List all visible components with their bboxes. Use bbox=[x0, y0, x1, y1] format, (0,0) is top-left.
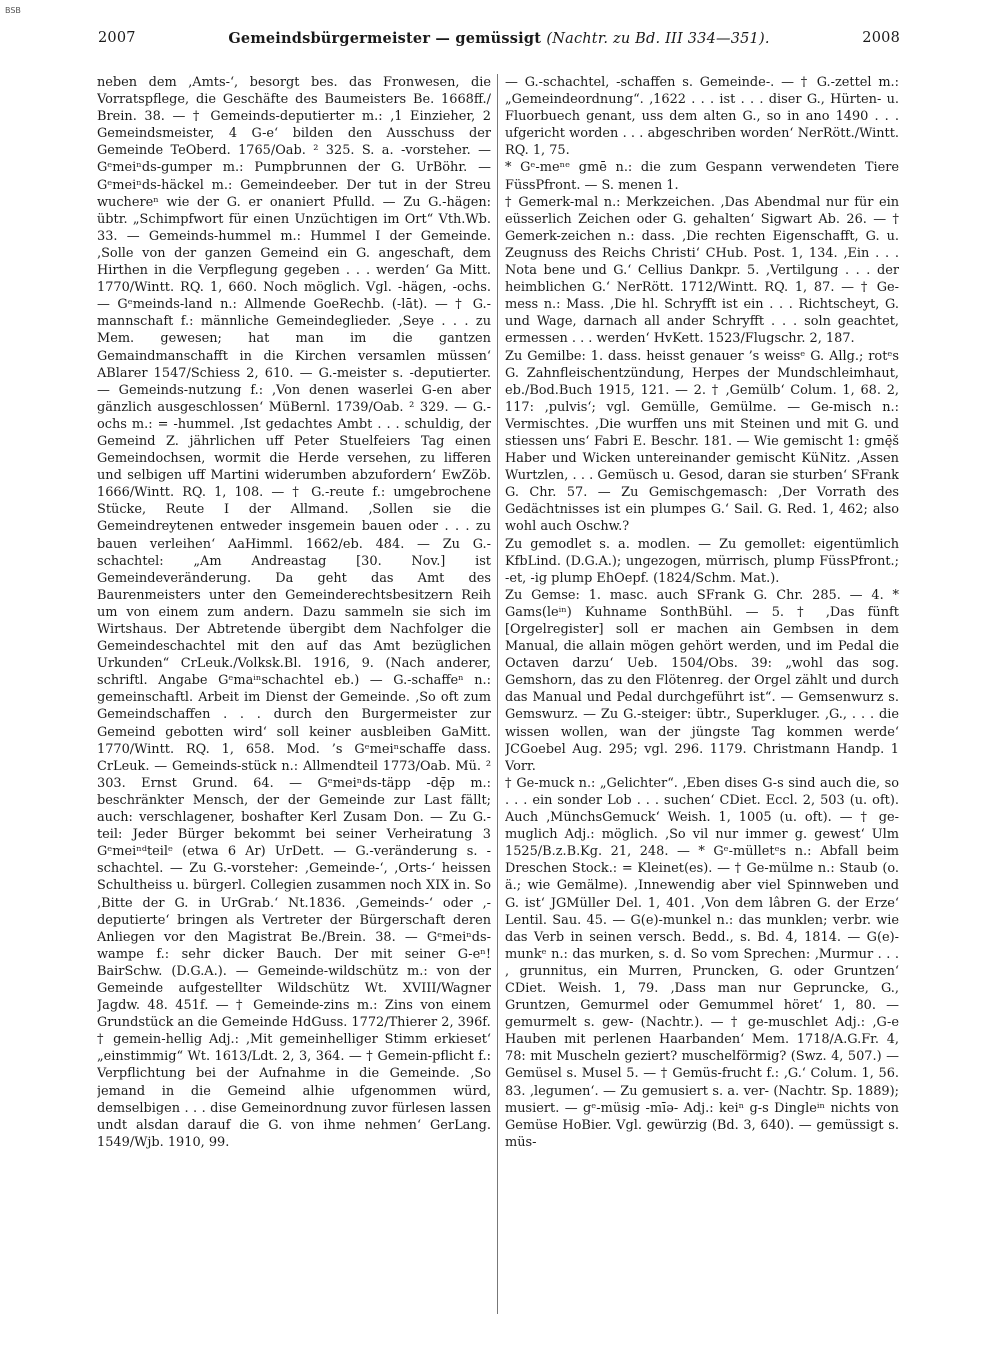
right-paragraph: Zu Gemse: 1. masc. auch SFrank G. Chr. 285. — 4. * Gams(leⁱⁿ) Kuhname SonthBühl. — 5. † ‚Das fünft [Orgelregister] soll er machen ain Gembsen in dem Manual, die allain mögen gehört werden, und im Pedal die Octaven darzu‘ Ueb. 1504/Obs. 39: „wohl das sog. Gemshorn, das zu den Flötenreg. der Orgel zählt und durch das Manual und Pedal durchgeführt ist“. — Gemsenwurz s. Gemswurz. — Zu G.-steiger: übtr., Superkluger. ‚G., . . . die wissen wollen, wan der jüngste Tag kommen werde‘ JCGoebel Aug. 295; vgl. 296. 1179. Christmann Handp. 1 Vorr. bbox=[505, 587, 899, 774]
right-paragraph: † Gemerk-mal n.: Merkzeichen. ‚Das Abendmal nur für ein eüsserlich Zeichen oder G. gehalten‘ Sigwart Ab. 26. — † Gemerk-zeichen n.: dass. ‚Die rechten Eigenschafft, G. u. Zeugnuss des Reichs Christi‘ CHub. Post. 1, 134. ‚Ein . . . Nota bene und G.‘ Cellius Dankpr. 5. ‚Vertilgung . . . der heimblichen G.‘ NerRött. 1712/Wintt. RQ. 1, 87. — † Ge-mess n.: Mass. ‚Die hl. Schryfft ist ein . . . Richtscheyt, G. und Wage, darnach all ander Schryfft . . . soln geachtet, ermessen . . . werden‘ HvKett. 1523/Flugschr. 2, 187. bbox=[505, 194, 899, 347]
right-paragraph: Zu Gemilbe: 1. dass. heisst genauer ’s weissᵉ G. Allg.; rotᵉs G. Zahnfleischentzündung, Herpes der Mundschleimhaut, eb./Bod.Buch 1915, 121. — 2. † ‚Gemülb‘ Colum. 1, 68. 2, 117: ‚pulvis‘; vgl. Gemülle, Gemülme. — Ge-misch n.: Vermischtes. ‚Die wurffen uns mit Steinen und mit G. und stiessen uns‘ Fabri E. Beschr. 181. — Wie gemischt 1: gmę̄š Haber und Wicken untereinander gemischt KüNitz. ‚Assen Wurtzlen, . . . Gemüsch u. Gesod, daran sie sturben‘ SFrank G. Chr. 57. — Zu Gemischgemasch: ‚Der Vorrath des Gedächtnisses ist ein plumpes G.‘ Sail. G. Red. 1, 462; also wohl auch Oschw.? bbox=[505, 348, 899, 535]
running-title-text: Gemeindsbürgermeister — gemüssigt bbox=[228, 30, 542, 47]
page-header bbox=[98, 30, 900, 56]
left-column bbox=[97, 74, 491, 1314]
running-title bbox=[98, 30, 900, 47]
left-paragraph: neben dem ‚Amts-‘, besorgt bes. das Fronwesen, die Vorratspflege, die Geschäfte des Baumeisters Be. 1668ff./ Brein. 38. — † Gemeinds-deputierter m.: ‚1 Einzieher, 2 Gemeindsmeister, 4 G-e‘ bilden den Ausschuss der Gemeinde TeOberd. 1765/Oab. ² 325. S. a. -vorsteher. — Gᵉmeiⁿds-gumper m.: Pumpbrunnen der G. UrBöhr. — Gᵉmeiⁿds-häckel m.: Gemeindeeber. Der tut in der Streu wucherеⁿ wie der G. er onaniert Pfulld. — Zu G.-hägen: übtr. „Schimpfwort für einen Unzüchtigen im Ort“ Vth.Wb. 33. — Gemeinds-hummel m.: Hummel I der Gemeinde. ‚Solle von der ganzen Gemeind ein G. angeschaft, dem Hirthen in die Verpflegung gegeben . . . werden‘ Ga Mitt. 1770/Wintt. RQ. 1, 660. Noch möglich. Vgl. -hägen, -ochs. — Gᵉmeinds-land n.: Allmende GoeRechb. (-lāt). — † G.-mannschaft f.: männliche Gemeindeglieder. ‚Seye . . . zu Mem. gewesen; hat man im die gantzen Gemaindmanschafft in die Kirchen versamlen müssen‘ ABlarer 1547/Schiess 2, 610. — G.-meister s. -deputierter. — Gemeinds-nutzung f.: ‚Von denen waserlei G-en aber gänzlich ausgeschlossen‘ MüBernl. 1739/Oab. ² 329. — G.-ochs m.: = -hummel. ‚Ist gedachtes Ambt . . . schuldig, der Gemeind Z. jährlichen uff Peter Stuelfeiers Tag einen Gemeindochsen, wormit die Herde versehen, zu lifferen und selbigen uff Martini widerumben abzufordern‘ EwZöb. 1666/Wintt. RQ. 1, 108. — † G.-reute f.: umgebrochene Stücke, Reute I der Allmand. ‚Sollen sie die Gemeindreytenen entweder insgemein bauen oder . . . zu bauen verleihen‘ AaHimml. 1662/eb. 484. — Zu G.-schachtel: „Am Andreastag [30. Nov.] ist Gemeindeveränderung. Da geht das Amt des Baurenmeisters unter den Gemeinderechtsbesitzern Reih um von einem zum andern. Dazu sammeln sie sich im Wirtshaus. Der Abtretende übergibt dem Nachfolger die Gemeindeschachtel mit den auf das Amt bezüglichen Urkunden“ CrLeuk./Volksk.Bl. 1916, 9. (Nach anderer, schriftl. Angabe Gᵉmaⁱⁿschachtel eb.) — G.-schaffeⁿ n.: gemeinschaftl. Arbeit im Dienst der Gemeinde. ‚So oft zum Gemeindschaffen . . . durch den Burgermeister zur Gemeind gebotten wird‘ soll keiner ausbleiben GaMitt. 1770/Wintt. RQ. 1, 658. Mod. ’s Gᵉmeiⁿschaffe dass. CrLeuk. — Gemeinds-stück n.: Allmendteil 1773/Oab. Mü. ² 303. Ernst Grund. 64. — Gᵉmeiⁿds-täpp -dę̄p m.: beschränkter Mensch, der der Gemeinde zur Last fällt; auch: verschlagener, boshafter Kerl Zusam Don. — Zu G.-teil: Jeder Bürger bekommt bei seiner Verheiratung 3 Gᵉmeiⁿᵈteilᵉ (etwa 6 Ar) UrDett. — G.-veränderung s. -schachtel. — Zu G.-vorsteher: ‚Gemeinde-‘, ‚Orts-‘ heissen Schultheiss u. bürgerl. Collegien zusammen noch XIX in. So ‚Bitte der G. in UrGrab.‘ Nt.1836. ‚Gemeinds-‘ oder ‚-deputierte‘ bringen als Vertreter der Bürgerschaft deren Anliegen vor den Magistrat Be./Brein. 38. — Gᵉmeiⁿds-wampe f.: sehr dicker Bauch. Der mit seiner G-eⁿ! BairSchw. (D.G.A.). — Gemeinde-wildschütz m.: von der Gemeinde aufgestellter Wildschütz Wt. XVIII/Wagner Jagdw. 48. 451f. — † Gemeinde-zins m.: Zins von einem Grundstück an die Gemeinde HdGuss. 1772/Thierer 2, 396f. bbox=[97, 75, 491, 1031]
right-paragraph: † Ge-muck n.: „Gelichter“. ‚Eben dises G-s sind auch die, so . . . ein sonder Lob . . . suchen‘ CDiet. Eccl. 2, 503 (u. oft). Auch ‚MünchsGemuck‘ Weish. 1, 1005 (u. oft). — † ge-muglich Adj.: möglich. ‚So vil nur immer g. gewest‘ Ulm 1525/B.z.B.Kg. 21, 248. — * Gᵉ-mülletᵉs n.: Abfall beim Dreschen Stock.: = Kleinet(es). — † Ge-mülme n.: Staub (o. ä.; wie Gemälme). ‚Innewendig aber viel Spinnweben und G. ist‘ JGMüller Del. 1, 401. ‚Von dem lâbren G. der Erze‘ Lentil. Sau. 45. — G(e)-munkel n.: das munklen; verbr. wie das Verb in seinen versch. Bedd., s. Bd. 4, 1814. — G(e)-munkᵉ n.: das murken, s. d. So vom Sprechen: ‚Murmur . . . , grunnitus, ein Murren, Pruncken, G. oder Gruntzen‘ CDiet. Weish. 1, 79. ‚Dass man nur Gepruncke, G., Gruntzen, Gemurmel oder Gemummel höret‘ 1, 80. — gemurmelt s. gew- (Nachtr.). — † ge-muschlet Adj.: ‚G-e Hauben mit perlenen Haarbanden‘ Mem. 1718/A.G.Fr. 4, 78: mit Muscheln geziert? muschelförmig? (Swz. 4, 507.) — Gemüsel s. Musel 5. — † Gemüs-frucht f.: ‚G.‘ Colum. 1, 56. 83. ‚legumen‘. — Zu gemusiert s. a. ver- (Nachtr. Sp. 1889); musiert. — gᵉ-müsig -mīə- Adj.: keiⁿ g-s Dingleⁱⁿ nichts von Gemüse HoBier. Vgl. gewürzig (Bd. 3, 640). — gemüssigt s. müs- bbox=[505, 775, 899, 1150]
right-column bbox=[505, 74, 899, 1314]
column-divider bbox=[497, 74, 498, 1314]
library-stamp: BSB bbox=[5, 6, 21, 15]
page-number-left: 2007 bbox=[98, 30, 136, 46]
right-paragraph: Zu gemodlet s. a. modlen. — Zu gemollet: eigentümlich KfbLind. (D.G.A.); ungezogen, mürrisch, plump FüssPfront.; -et, -ig plump EhOepf. (1824/Schm. Mat.). bbox=[505, 536, 899, 586]
page-number-right: 2008 bbox=[862, 30, 900, 46]
left-paragraph: † gemein-hellig Adj.: ‚Mit gemeinhelliger Stimm erkieset‘ „einstimmig“ Wt. 1613/Ldt. 2, 3, 364. — † Gemein-pflicht f.: Verpflichtung bei der Aufnahme in die Gemeinde. ‚So jemand in die Gemeind alhie ufgenommen würd, demselbigen . . . dise Gemeinordnung zuvor fürlesen lassen undt alsdan darauf die G. von ihme nehmen‘ GerLang. 1549/Wjb. 1910, 99. bbox=[97, 1032, 491, 1150]
running-title-reference: (Nachtr. zu Bd. III 334—351). bbox=[546, 31, 770, 47]
right-paragraph: * Gᵉ-meⁿᵉ gmē n.: die zum Gespann verwendeten Tiere FüssPfront. — S. menen 1. bbox=[505, 160, 899, 193]
right-paragraph: — G.-schachtel, -schaffen s. Gemeinde-. — † G.-zettel m.: „Gemeindeordnung“. ‚1622 . . . ist . . . diser G., Hürten- u. Fluorbuech genant, uss dem alten G., so in ano 1490 . . . ufgericht worden . . . abgeschriben worden‘ NerRött./Wintt. RQ. 1, 75. bbox=[505, 75, 899, 159]
